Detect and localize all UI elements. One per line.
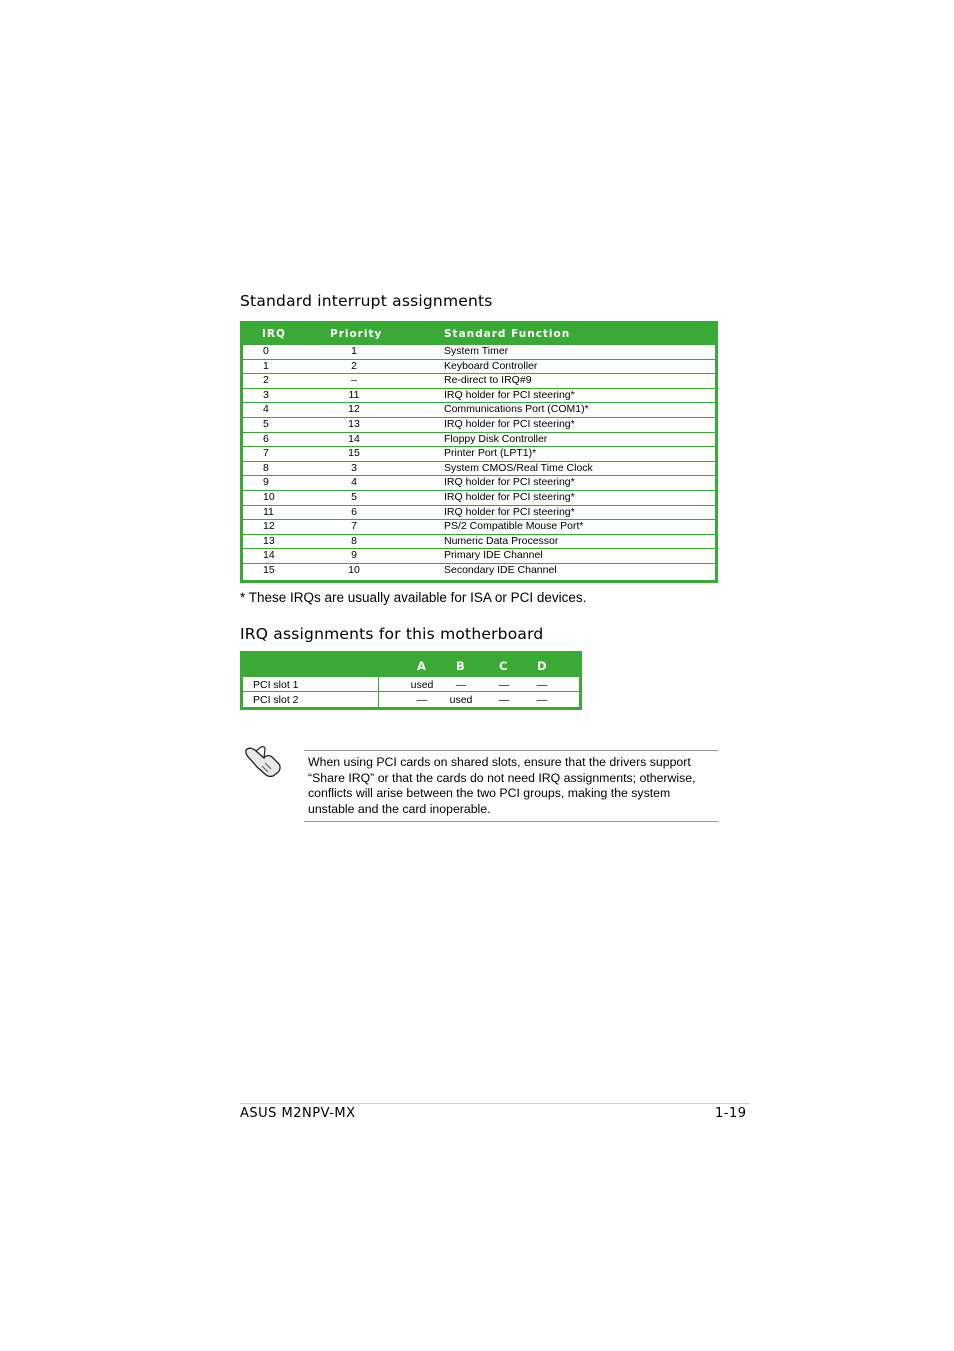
table-row xyxy=(243,564,715,579)
priority-cell: 1 xyxy=(351,345,357,357)
header-b: B xyxy=(456,659,465,673)
table-body xyxy=(243,345,715,580)
priority-cell: 5 xyxy=(351,490,357,503)
irq-cell: 7 xyxy=(263,447,269,460)
footer-page-number: 1-19 xyxy=(715,1106,747,1121)
section-title-irq-motherboard: IRQ assignments for this motherboard xyxy=(240,625,544,643)
function-cell: Numeric Data Processor xyxy=(444,534,559,547)
irq-cell: 4 xyxy=(263,403,269,416)
column-divider xyxy=(378,677,379,691)
hand-note-icon xyxy=(243,744,283,778)
irq-value-cell: — xyxy=(455,679,467,691)
header-d: D xyxy=(537,659,547,673)
priority-cell: 14 xyxy=(348,432,360,445)
irq-cell: 11 xyxy=(263,505,274,518)
table-row xyxy=(243,549,715,564)
table-row xyxy=(243,403,715,418)
irq-value-cell: used xyxy=(410,679,434,691)
function-cell: IRQ holder for PCI steering* xyxy=(444,476,575,489)
table-row xyxy=(243,535,715,550)
function-cell: IRQ holder for PCI steering* xyxy=(444,417,575,430)
irq-cell: 0 xyxy=(263,345,269,357)
irq-cell: 14 xyxy=(263,549,275,562)
irq-assignment-table xyxy=(240,651,582,710)
table-row xyxy=(243,374,715,389)
irq-value-cell: — xyxy=(498,694,510,706)
slot-cell: PCI slot 2 xyxy=(253,694,299,706)
function-cell: IRQ holder for PCI steering* xyxy=(444,505,575,518)
footer-divider xyxy=(240,1103,750,1104)
function-cell: IRQ holder for PCI steering* xyxy=(444,388,575,401)
slot-cell: PCI slot 1 xyxy=(253,679,299,691)
priority-cell: 2 xyxy=(351,359,357,372)
priority-cell: 10 xyxy=(348,563,360,576)
table-header xyxy=(240,321,718,345)
irq-value-cell: — xyxy=(416,694,428,706)
section-title-standard-interrupts: Standard interrupt assignments xyxy=(240,292,493,310)
priority-cell: 12 xyxy=(348,403,360,416)
irq-value-cell: — xyxy=(536,694,548,706)
table-row xyxy=(243,345,715,360)
header-priority: Priority xyxy=(330,328,383,340)
function-cell: Secondary IDE Channel xyxy=(444,563,557,576)
irq-cell: 5 xyxy=(263,417,269,430)
note-text: When using PCI cards on shared slots, ensure that the drivers support “Share IRQ” or that the cards do not need IRQ assignments; otherwise, conflicts will arise between the two PCI groups, making the system unstable and the card inoperable. xyxy=(308,755,696,816)
header-standard-function: Standard Function xyxy=(444,328,571,340)
irq-value-cell: — xyxy=(536,679,548,691)
irq-cell: 15 xyxy=(263,563,275,576)
table-row xyxy=(243,506,715,521)
header-c: C xyxy=(499,659,508,673)
table-row xyxy=(243,462,715,477)
table-row xyxy=(243,433,715,448)
irq-cell: 13 xyxy=(263,534,275,547)
irq-cell: 10 xyxy=(263,490,275,503)
irq-value-cell: — xyxy=(498,679,510,691)
priority-cell: 6 xyxy=(351,505,357,518)
function-cell: Re-direct to IRQ#9 xyxy=(444,374,532,387)
function-cell: System CMOS/Real Time Clock xyxy=(444,461,593,474)
table-row xyxy=(243,520,715,535)
table-row xyxy=(243,491,715,506)
standard-interrupt-table xyxy=(240,321,718,583)
irq-cell: 8 xyxy=(263,461,269,474)
table-row xyxy=(243,447,715,462)
header-a: A xyxy=(417,659,426,673)
table-row xyxy=(243,389,715,404)
table-row xyxy=(243,476,715,491)
priority-cell: – xyxy=(351,374,357,387)
function-cell: Printer Port (LPT1)* xyxy=(444,447,537,460)
header-irq: IRQ xyxy=(262,328,286,340)
footer-product-name: ASUS M2NPV-MX xyxy=(240,1106,356,1121)
table-row xyxy=(243,418,715,433)
irq-cell: 3 xyxy=(263,388,269,401)
priority-cell: 11 xyxy=(348,388,360,401)
irq-cell: 12 xyxy=(263,520,275,533)
irq-cell: 9 xyxy=(263,476,269,489)
table-row xyxy=(243,360,715,375)
priority-cell: 9 xyxy=(351,549,357,562)
table-row xyxy=(243,692,579,707)
function-cell: IRQ holder for PCI steering* xyxy=(444,490,575,503)
table-header xyxy=(240,651,582,677)
priority-cell: 15 xyxy=(348,447,360,460)
function-cell: Primary IDE Channel xyxy=(444,549,543,562)
irq-cell: 6 xyxy=(263,432,269,445)
function-cell: Keyboard Controller xyxy=(444,359,538,372)
function-cell: Floppy Disk Controller xyxy=(444,432,548,445)
priority-cell: 7 xyxy=(351,520,357,533)
priority-cell: 3 xyxy=(351,461,357,474)
priority-cell: 8 xyxy=(351,534,357,547)
table-body xyxy=(243,677,579,707)
priority-cell: 13 xyxy=(348,417,360,430)
table-row xyxy=(243,677,579,692)
function-cell: PS/2 Compatible Mouse Port* xyxy=(444,520,584,533)
priority-cell: 4 xyxy=(351,476,357,489)
column-divider xyxy=(378,692,379,707)
function-cell: Communications Port (COM1)* xyxy=(444,403,589,416)
function-cell: System Timer xyxy=(444,345,509,357)
irq-cell: 1 xyxy=(263,359,269,372)
irq-value-cell: used xyxy=(449,694,473,706)
irq-cell: 2 xyxy=(263,374,269,387)
note-box xyxy=(304,750,718,822)
footnote: * These IRQs are usually available for ISA or PCI devices. xyxy=(240,590,587,605)
